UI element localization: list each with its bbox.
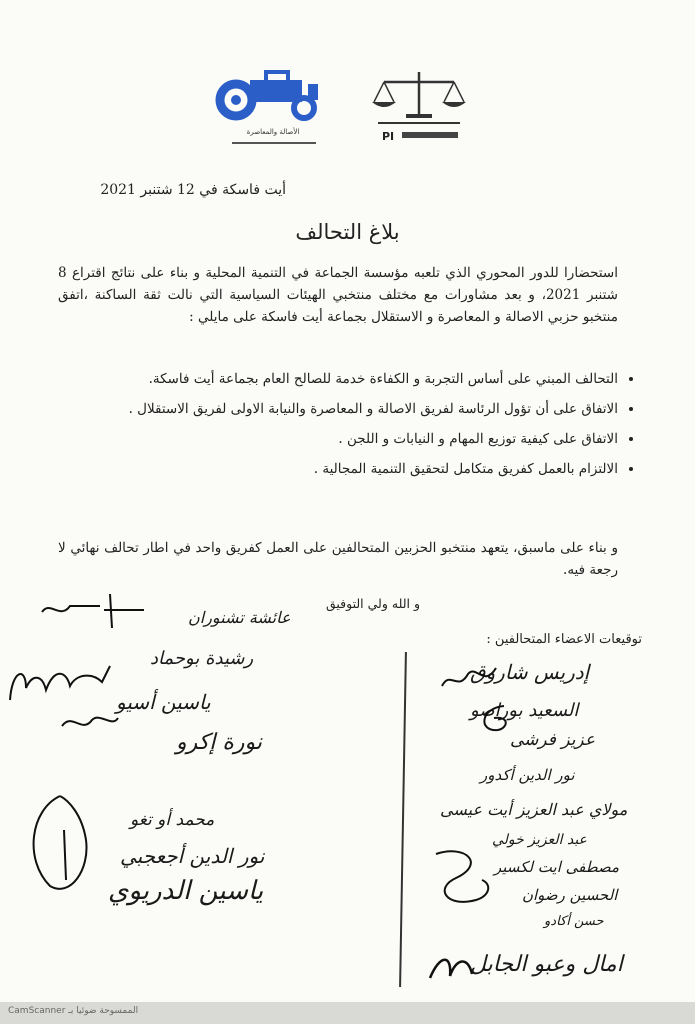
signature-scribble — [60, 708, 120, 738]
signature: عزيز فرشى — [510, 730, 595, 750]
signature: عائشة تشنوران — [188, 608, 291, 627]
closing-paragraph: و بناء على ماسبق، يتعهد منتخبو الحزبين المتحالفين على العمل كفريق واحد في اطار تحالف نهائي لا رجعة فيه. — [58, 540, 618, 578]
page-title: بلاغ التحالف — [295, 220, 400, 244]
signature: إدريس شاروق — [470, 660, 590, 684]
signature-scribble — [474, 702, 514, 736]
istiqlal-logo-caption: PI — [382, 130, 395, 143]
signature-scribble — [6, 660, 116, 710]
signature: امال وعبو الجابل — [470, 952, 623, 977]
date-line: أيت فاسكة في 12 شتنبر 2021 — [100, 182, 286, 198]
signature-scribble — [40, 592, 150, 632]
pam-logo — [208, 70, 338, 152]
istiqlal-logo — [368, 66, 470, 152]
signature: مولاي عبد العزيز أيت عيسى — [440, 800, 628, 819]
signature: نور الدين أجعجبي — [120, 844, 265, 868]
signature-scribble — [20, 790, 110, 900]
closing-phrase: و الله ولي التوفيق — [325, 596, 420, 611]
signature: حسن أكادو — [544, 914, 604, 929]
signature-scribble — [440, 662, 500, 698]
signature: نورة إكرو — [176, 730, 262, 755]
scales-icon — [368, 66, 470, 152]
signature-divider — [399, 652, 407, 987]
intro-paragraph: استحضارا للدور المحوري الذي تلعبه مؤسسة الجماعة في التنمية المحلية و بناء على نتائج اقتراع 8 شتنبر 2021، و بعد مشاورات مع مختلف منتخبي الهيئات السياسية التي نالت ثقة الساكنة ،اتفق منتخبو حزبي الاصالة و المعاصرة و الاستقلال بجماعة أيت فاسكة على مايلي : — [58, 265, 618, 325]
signature: مصطفى ايت لكسير — [494, 858, 620, 876]
signature: الحسين رضوان — [522, 886, 618, 904]
tractor-icon — [208, 70, 338, 130]
signature: محمد أو تغو — [130, 810, 215, 830]
list-item: • الاتفاق على كيفية توزيع المهام و النيابات و اللجن . — [70, 428, 618, 450]
agreement-list — [70, 368, 636, 488]
signatures-header: توقيعات الاعضاء المتحالفين : — [486, 632, 642, 647]
signature-scribble — [426, 844, 496, 914]
scanner-footer-text: CamScanner الممسوحة ضوئيا بـ — [8, 1006, 139, 1016]
signature: نور الدين أكدور — [480, 766, 575, 784]
list-item: • التحالف المبني على أساس التجربة و الكفاءة خدمة للصالح العام بجماعة أيت فاسكة. — [70, 368, 618, 390]
signature: ياسين الدريوي — [108, 876, 264, 906]
list-item: • الاتفاق على أن تؤول الرئاسة لفريق الاصالة و المعاصرة والنيابة الاولى لفريق الاستقلال . — [70, 398, 618, 420]
list-item: • الالتزام بالعمل كفريق متكامل لتحقيق التنمية المجالية . — [70, 458, 618, 480]
signature: عبد العزيز خولي — [492, 832, 587, 848]
pam-logo-caption: الأصالة والمعاصرة — [246, 128, 300, 136]
logo-underline — [232, 142, 316, 144]
scanner-footer-bar — [0, 1002, 695, 1024]
signature: رشيدة بوحماد — [150, 648, 254, 669]
signature-scribble — [426, 948, 476, 988]
signature: ياسين أسيو — [116, 690, 211, 714]
signature: السعيد بوراصو — [470, 700, 579, 721]
